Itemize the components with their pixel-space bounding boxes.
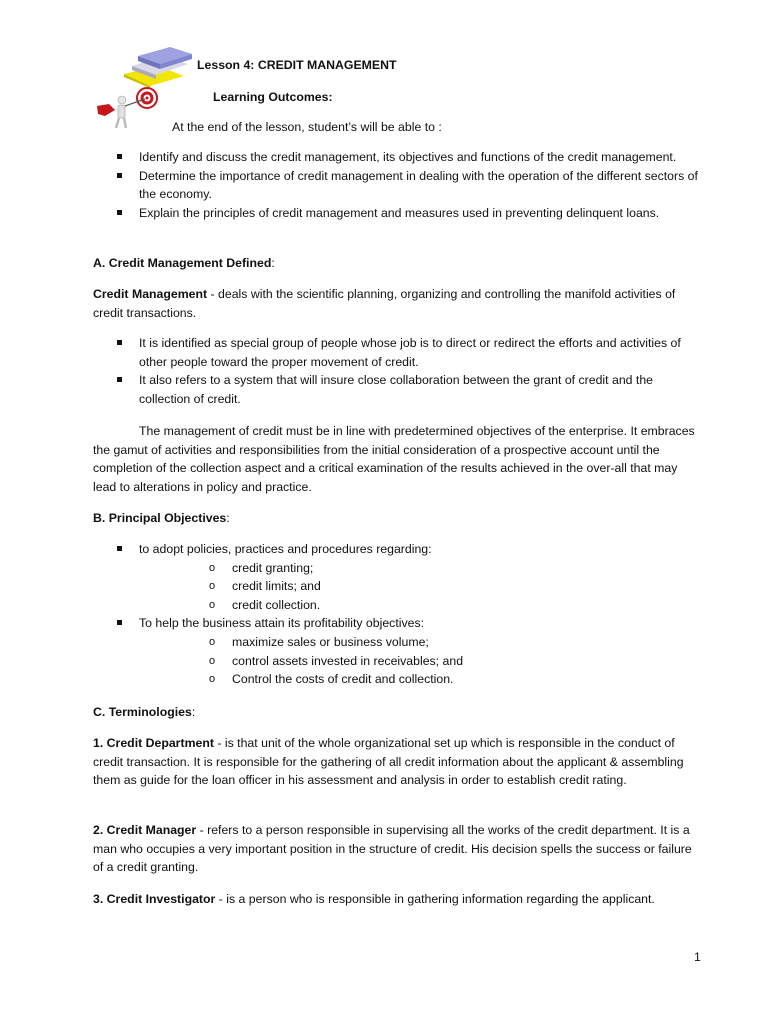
intro-text: At the end of the lesson, student’s will be able to : xyxy=(172,120,442,134)
section-a-bullets-container xyxy=(93,334,703,408)
outcomes-list xyxy=(93,148,703,222)
lesson-title: Lesson 4: CREDIT MANAGEMENT xyxy=(197,58,397,72)
learning-outcomes-heading: Learning Outcomes: xyxy=(213,90,333,104)
credit-management-definition: Credit Management - deals with the scientific planning, organizing and controlling the manifold activities of credit transactions. xyxy=(93,287,676,320)
section-b-list-container xyxy=(93,540,703,689)
list-item: to adopt policies, practices and procedures regarding: o credit granting; o credit limits; and o credit collection. xyxy=(93,540,703,614)
objectives-list xyxy=(93,540,703,689)
section-a-heading: A. Credit Management Defined: xyxy=(93,256,275,270)
sub-list-item: o Control the costs of credit and collection. xyxy=(93,670,703,689)
section-b-heading: B. Principal Objectives: xyxy=(93,511,230,525)
list-item: Explain the principles of credit management and measures used in preventing delinquent loans. xyxy=(93,204,703,223)
sub-list-item: o credit granting; xyxy=(93,559,703,578)
section-a-bullets xyxy=(93,334,703,408)
books-illustration xyxy=(118,44,198,88)
list-item: Identify and discuss the credit management, its objectives and functions of the credit management. xyxy=(93,148,703,167)
outcomes-list-container xyxy=(93,148,703,222)
list-item: It also refers to a system that will insure close collaboration between the grant of credit and the collection of credit. xyxy=(93,371,703,408)
list-item: It is identified as special group of people whose job is to direct or redirect the efforts and activities of other people toward the proper movement of credit. xyxy=(93,334,703,371)
sub-list-item: o credit collection. xyxy=(93,596,703,615)
term-credit-manager: 2. Credit Manager - refers to a person responsible in supervising all the works of the credit department. It is a man who occupies a very important position in the structure of credit. His decision spells the success or failure of a credit granting. xyxy=(93,823,692,875)
sub-list xyxy=(93,559,703,615)
page-number: 1 xyxy=(694,950,701,964)
section-c-heading: C. Terminologies: xyxy=(93,705,196,719)
list-item: Determine the importance of credit management in dealing with the operation of the different sectors of the economy. xyxy=(93,167,703,204)
sub-list xyxy=(93,633,703,689)
term-credit-department: 1. Credit Department - is that unit of the whole organizational set up which is responsible in the conduct of credit transaction. It is responsible for the gathering of all credit information about the applicant & assembling them as guide for the loan officer in his assessment and analysis in order to establish credit rating. xyxy=(93,736,684,788)
list-item: To help the business attain its profitability objectives: o maximize sales or business volume; o control assets invested in receivables; and o Control the costs of credit and collection. xyxy=(93,614,703,688)
term-credit-investigator: 3. Credit Investigator - is a person who is responsible in gathering information regarding the applicant. xyxy=(93,892,655,906)
sub-list-item: o credit limits; and xyxy=(93,577,703,596)
dart-target-figure-illustration xyxy=(95,84,159,130)
sub-list-item: o control assets invested in receivables; and xyxy=(93,652,703,671)
section-a-paragraph: The management of credit must be in line with predetermined objectives of the enterprise. It embraces the gamut of activities and responsibilities from the initial consideration of a prospective account until the completion of the collection aspect and a critical examination of the results achieved in the over-all that may lead to alterations in policy and practice. xyxy=(93,424,695,494)
sub-list-item: o maximize sales or business volume; xyxy=(93,633,703,652)
